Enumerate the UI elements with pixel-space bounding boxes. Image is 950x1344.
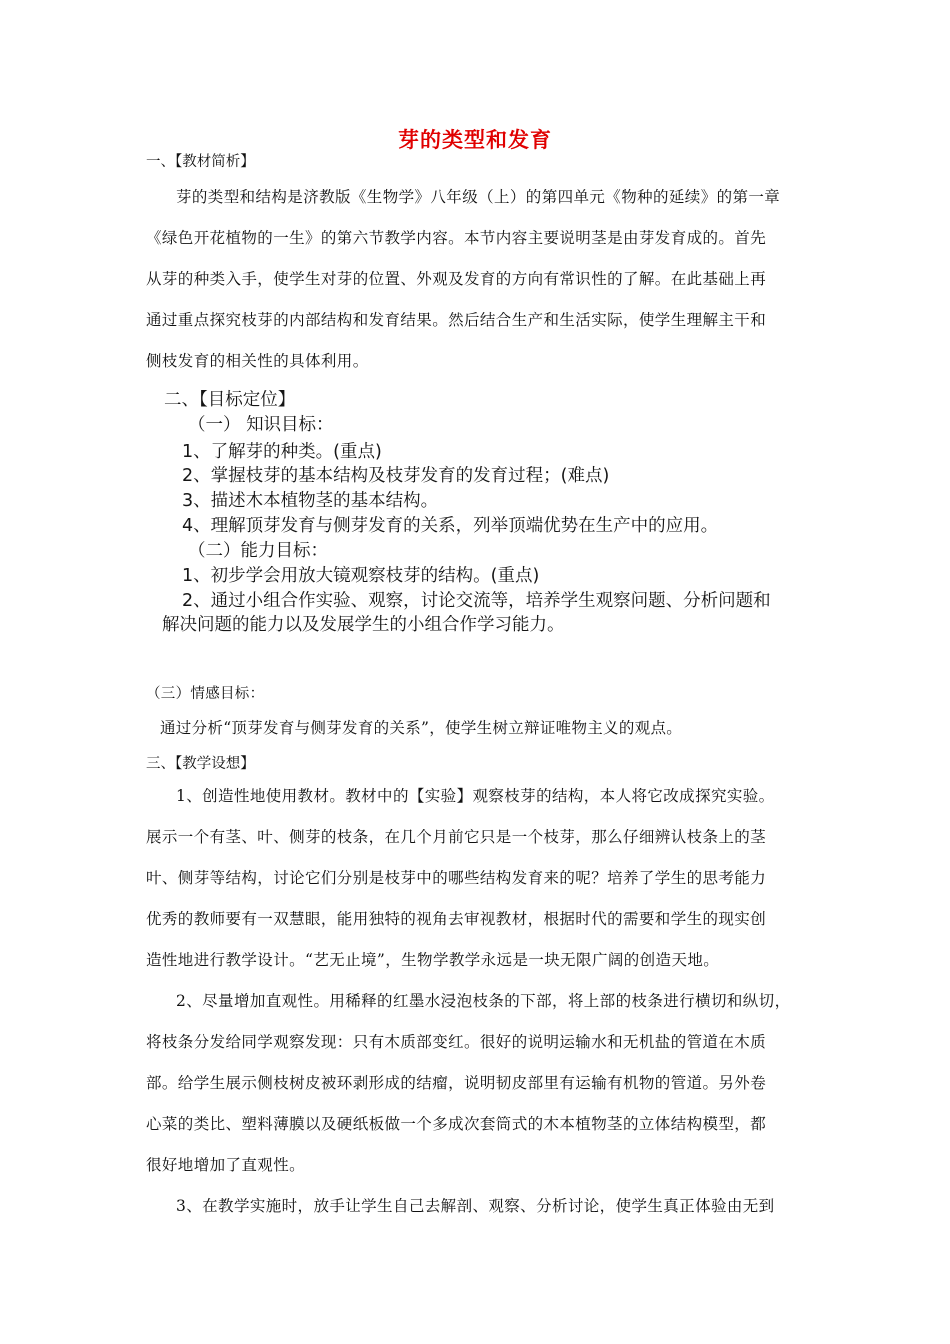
- section-heading-3: 三、【教学设想】: [146, 756, 255, 772]
- ability-goal-item: 1、初步学会用放大镜观察枝芽的结构。(重点): [182, 566, 540, 586]
- paragraph-line: 造性地进行教学设计。“艺无止境”，生物学教学永远是一块无限广阔的创造天地。: [146, 951, 720, 969]
- ability-goals-heading: （二）能力目标：: [188, 541, 328, 561]
- knowledge-goal-item: 2、掌握枝芽的基本结构及枝芽发育的发育过程；(难点): [182, 466, 610, 486]
- paragraph-line: 《绿色开花植物的一生》的第六节教学内容。本节内容主要说明茎是由芽发育成的。首先: [146, 229, 767, 247]
- paragraph-line: 心菜的类比、塑料薄膜以及硬纸板做一个多成次套筒式的木本植物茎的立体结构模型，都: [146, 1115, 767, 1133]
- section-heading-2: 二、【目标定位】: [164, 390, 296, 410]
- ability-goal-item: 2、通过小组合作实验、观察，讨论交流等，培养学生观察问题、分析问题和: [182, 591, 771, 611]
- section3-paragraph-2: [146, 981, 810, 1186]
- section3-paragraph-1: [146, 776, 810, 981]
- section-heading-1: 一、【教材简析】: [146, 154, 255, 170]
- paragraph-line: 侧枝发育的相关性的具体利用。: [146, 352, 369, 370]
- knowledge-goal-item: 3、描述木本植物茎的基本结构。: [182, 491, 439, 511]
- section1-paragraph: [146, 177, 810, 382]
- knowledge-goal-item: 4、理解顶芽发育与侧芽发育的关系，列举顶端优势在生产中的应用。: [182, 516, 719, 536]
- paragraph-line: 将枝条分发给同学观察发现：只有木质部变红。很好的说明运输水和无机盐的管道在木质: [146, 1033, 767, 1051]
- paragraph-line: 1、创造性地使用教材。教材中的【实验】观察枝芽的结构，本人将它改成探究实验。: [176, 787, 775, 805]
- paragraph-line: 3、在教学实施时，放手让学生自己去解剖、观察、分析讨论，使学生真正体验由无到: [176, 1197, 775, 1215]
- ability-goal-item-continued: 解决问题的能力以及发展学生的小组合作学习能力。: [162, 615, 565, 635]
- section3-paragraph-3: [146, 1186, 810, 1227]
- paragraph-line: 2、尽量增加直观性。用稀释的红墨水浸泡枝条的下部，将上部的枝条进行横切和纵切，: [176, 992, 791, 1010]
- paragraph-line: 通过重点探究枝芽的内部结构和发育结果。然后结合生产和生活实际，使学生理解主干和: [146, 311, 767, 329]
- document-title: 芽的类型和发育: [398, 128, 552, 152]
- paragraph-line: 很好地增加了直观性。: [146, 1156, 306, 1174]
- paragraph-line: 芽的类型和结构是济教版《生物学》八年级（上）的第四单元《物种的延续》的第一章: [176, 188, 781, 206]
- paragraph-line: 优秀的教师要有一双慧眼，能用独特的视角去审视教材，根据时代的需要和学生的现实创: [146, 910, 767, 928]
- emotion-goals-text: 通过分析“顶芽发育与侧芽发育的关系”，使学生树立辩证唯物主义的观点。: [160, 719, 683, 737]
- paragraph-line: 从芽的种类入手，使学生对芽的位置、外观及发育的方向有常识性的了解。在此基础上再: [146, 270, 767, 288]
- paragraph-line: 叶、侧芽等结构，讨论它们分别是枝芽中的哪些结构发育来的呢？培养了学生的思考能力: [146, 869, 767, 887]
- knowledge-goal-item: 1、了解芽的种类。(重点): [182, 442, 382, 462]
- emotion-goals-heading: （三）情感目标：: [146, 686, 265, 702]
- knowledge-goals-heading: （一） 知识目标：: [188, 415, 334, 435]
- paragraph-line: 部。给学生展示侧枝树皮被环剥形成的结瘤，说明韧皮部里有运输有机物的管道。另外卷: [146, 1074, 767, 1092]
- paragraph-line: 展示一个有茎、叶、侧芽的枝条，在几个月前它只是一个枝芽，那么仔细辨认枝条上的茎: [146, 828, 767, 846]
